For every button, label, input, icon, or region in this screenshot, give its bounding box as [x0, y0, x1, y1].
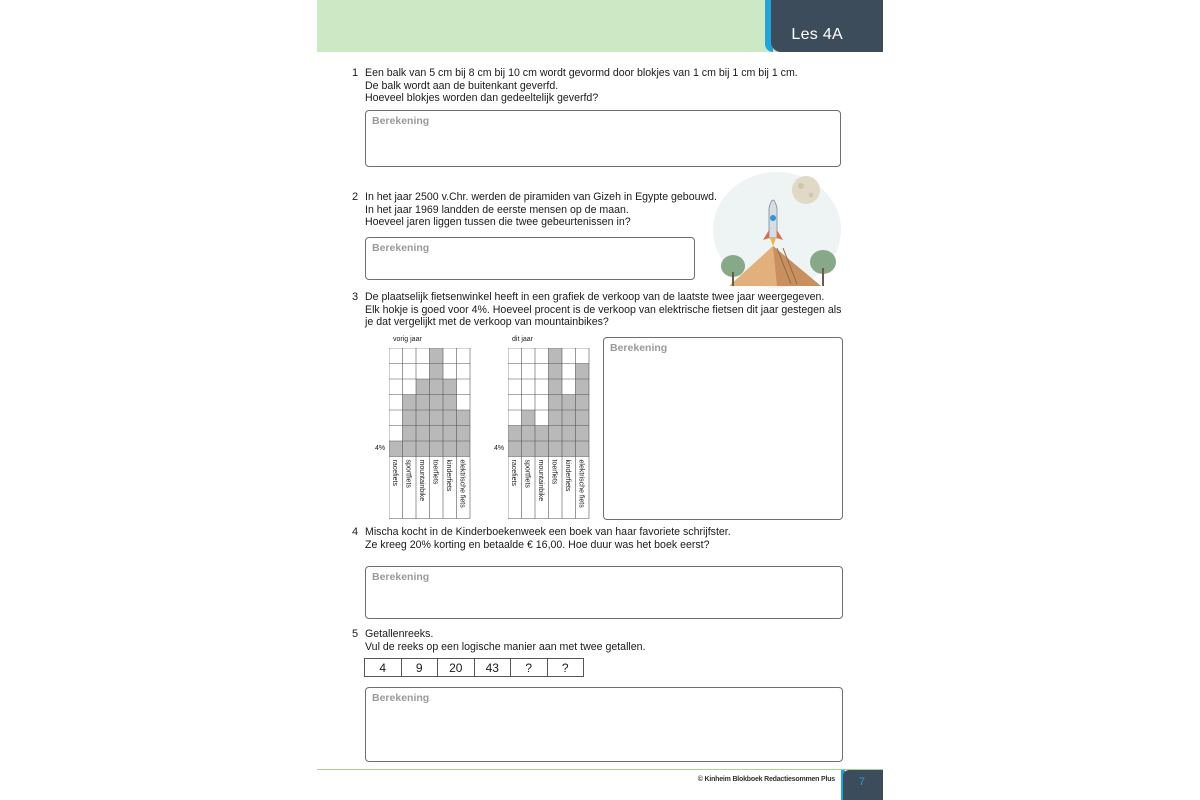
bar-mountainbike [416, 379, 430, 457]
category-label: sportfiets [523, 459, 531, 488]
question-5-line: Vul de reeks op een logische manier aan met twee getallen. [365, 640, 646, 653]
answer-box-4[interactable] [365, 566, 843, 619]
chart-dit-jaar [492, 336, 592, 522]
answer-label: Berekening [372, 242, 430, 254]
chart-vorig-jaar [373, 336, 473, 522]
question-3-line: Elk hokje is goed voor 4%. Hoeveel procent is de verkoop van elektrische fietsen dit jaar gestegen als [365, 303, 842, 316]
question-2-line: In het jaar 1969 landden de eerste mensen op de maan. [365, 203, 629, 216]
question-1-line: Hoeveel blokjes worden dan gedeeltelijk geverfd? [365, 92, 599, 104]
pyramid-rocket-illustration [711, 168, 843, 290]
question-1-line: Een balk van 5 cm bij 8 cm bij 10 cm wordt gevormd door blokjes van 1 cm bij 1 cm bij 1 cm. [365, 67, 798, 79]
category-label: racefiets [391, 459, 398, 486]
bar-chart-svg [389, 348, 473, 520]
category-label: sportfiets [404, 459, 412, 488]
answer-box-3[interactable] [603, 337, 843, 520]
question-3-number: 3 [352, 291, 359, 303]
question-4-line: Mischa kocht in de Kinderboekenweek een boek van haar favoriete schrijfster. [365, 526, 731, 538]
lesson-label: Les 4A [791, 26, 843, 43]
bar-chart-svg [508, 348, 592, 520]
chart-unit-label: 4% [375, 445, 386, 452]
category-label: kinderfiets [564, 459, 571, 492]
bar-racefiets [389, 441, 403, 457]
sequence-cell-blank[interactable]: ? [510, 658, 548, 677]
answer-label: Berekening [372, 115, 430, 127]
question-5-text [365, 628, 646, 653]
category-label: toerfiets [431, 459, 439, 485]
category-label: toerfiets [550, 459, 558, 485]
category-label: mountainbike [537, 459, 544, 502]
question-4-text [365, 526, 731, 551]
page-number: 7 [858, 776, 865, 788]
question-2-number: 2 [352, 191, 359, 203]
question-2-text [365, 191, 717, 229]
category-label: racefiets [510, 459, 517, 486]
footer-line [317, 769, 883, 770]
question-1-line: De balk wordt aan de buitenkant geverfd. [365, 79, 559, 92]
question-2-line: In het jaar 2500 v.Chr. werden de piramiden van Gizeh in Egypte gebouwd. [365, 191, 717, 203]
question-3-text [365, 291, 841, 329]
answer-box-1[interactable] [365, 110, 841, 167]
category-label: elektrische fiets [577, 459, 585, 508]
workbook-page [317, 0, 883, 800]
question-3-line: De plaatselijk fietsenwinkel heeft in een grafiek de verkoop van de laatste twee jaar weergegeven. [365, 291, 825, 303]
bar-toerfiets [549, 348, 563, 457]
bar-sportfiets [522, 410, 536, 457]
chart-title: vorig jaar [393, 336, 422, 343]
question-1-text [365, 67, 798, 105]
category-label: kinderfiets [445, 459, 452, 492]
sequence-cell: 43 [474, 658, 512, 677]
question-3-line: je dat vergelijkt met de verkoop van mountainbikes? [365, 316, 609, 328]
sequence-cell: 9 [401, 658, 439, 677]
sequence-cell-blank[interactable]: ? [547, 658, 585, 677]
answer-label: Berekening [372, 571, 430, 583]
sequence-cell: 4 [364, 658, 402, 677]
sequence-cell: 20 [437, 658, 475, 677]
bar-toerfiets [430, 348, 444, 457]
bar-kinderfiets [443, 379, 457, 457]
number-sequence [365, 658, 584, 677]
answer-box-5[interactable] [365, 687, 843, 762]
category-label: mountainbike [418, 459, 425, 502]
answer-label: Berekening [372, 692, 430, 704]
question-5-line: Getallenreeks. [365, 628, 434, 640]
bar-elektrische-fiets [457, 410, 471, 457]
question-2-line: Hoeveel jaren liggen tussen die twee gebeurtenissen in? [365, 216, 631, 228]
category-label: elektrische fiets [458, 459, 466, 508]
answer-box-2[interactable] [365, 237, 695, 280]
footer-copyright: © Kinheim Blokboek Redactiesommen Plus [697, 776, 835, 783]
question-4-number: 4 [352, 526, 359, 538]
question-4-line: Ze kreeg 20% korting en betaalde € 16,00. Hoe duur was het boek eerst? [365, 538, 710, 551]
question-1-number: 1 [352, 67, 359, 79]
chart-title: dit jaar [512, 336, 534, 343]
chart-unit-label: 4% [494, 445, 505, 452]
question-5-number: 5 [352, 628, 359, 640]
answer-label: Berekening [610, 342, 668, 354]
